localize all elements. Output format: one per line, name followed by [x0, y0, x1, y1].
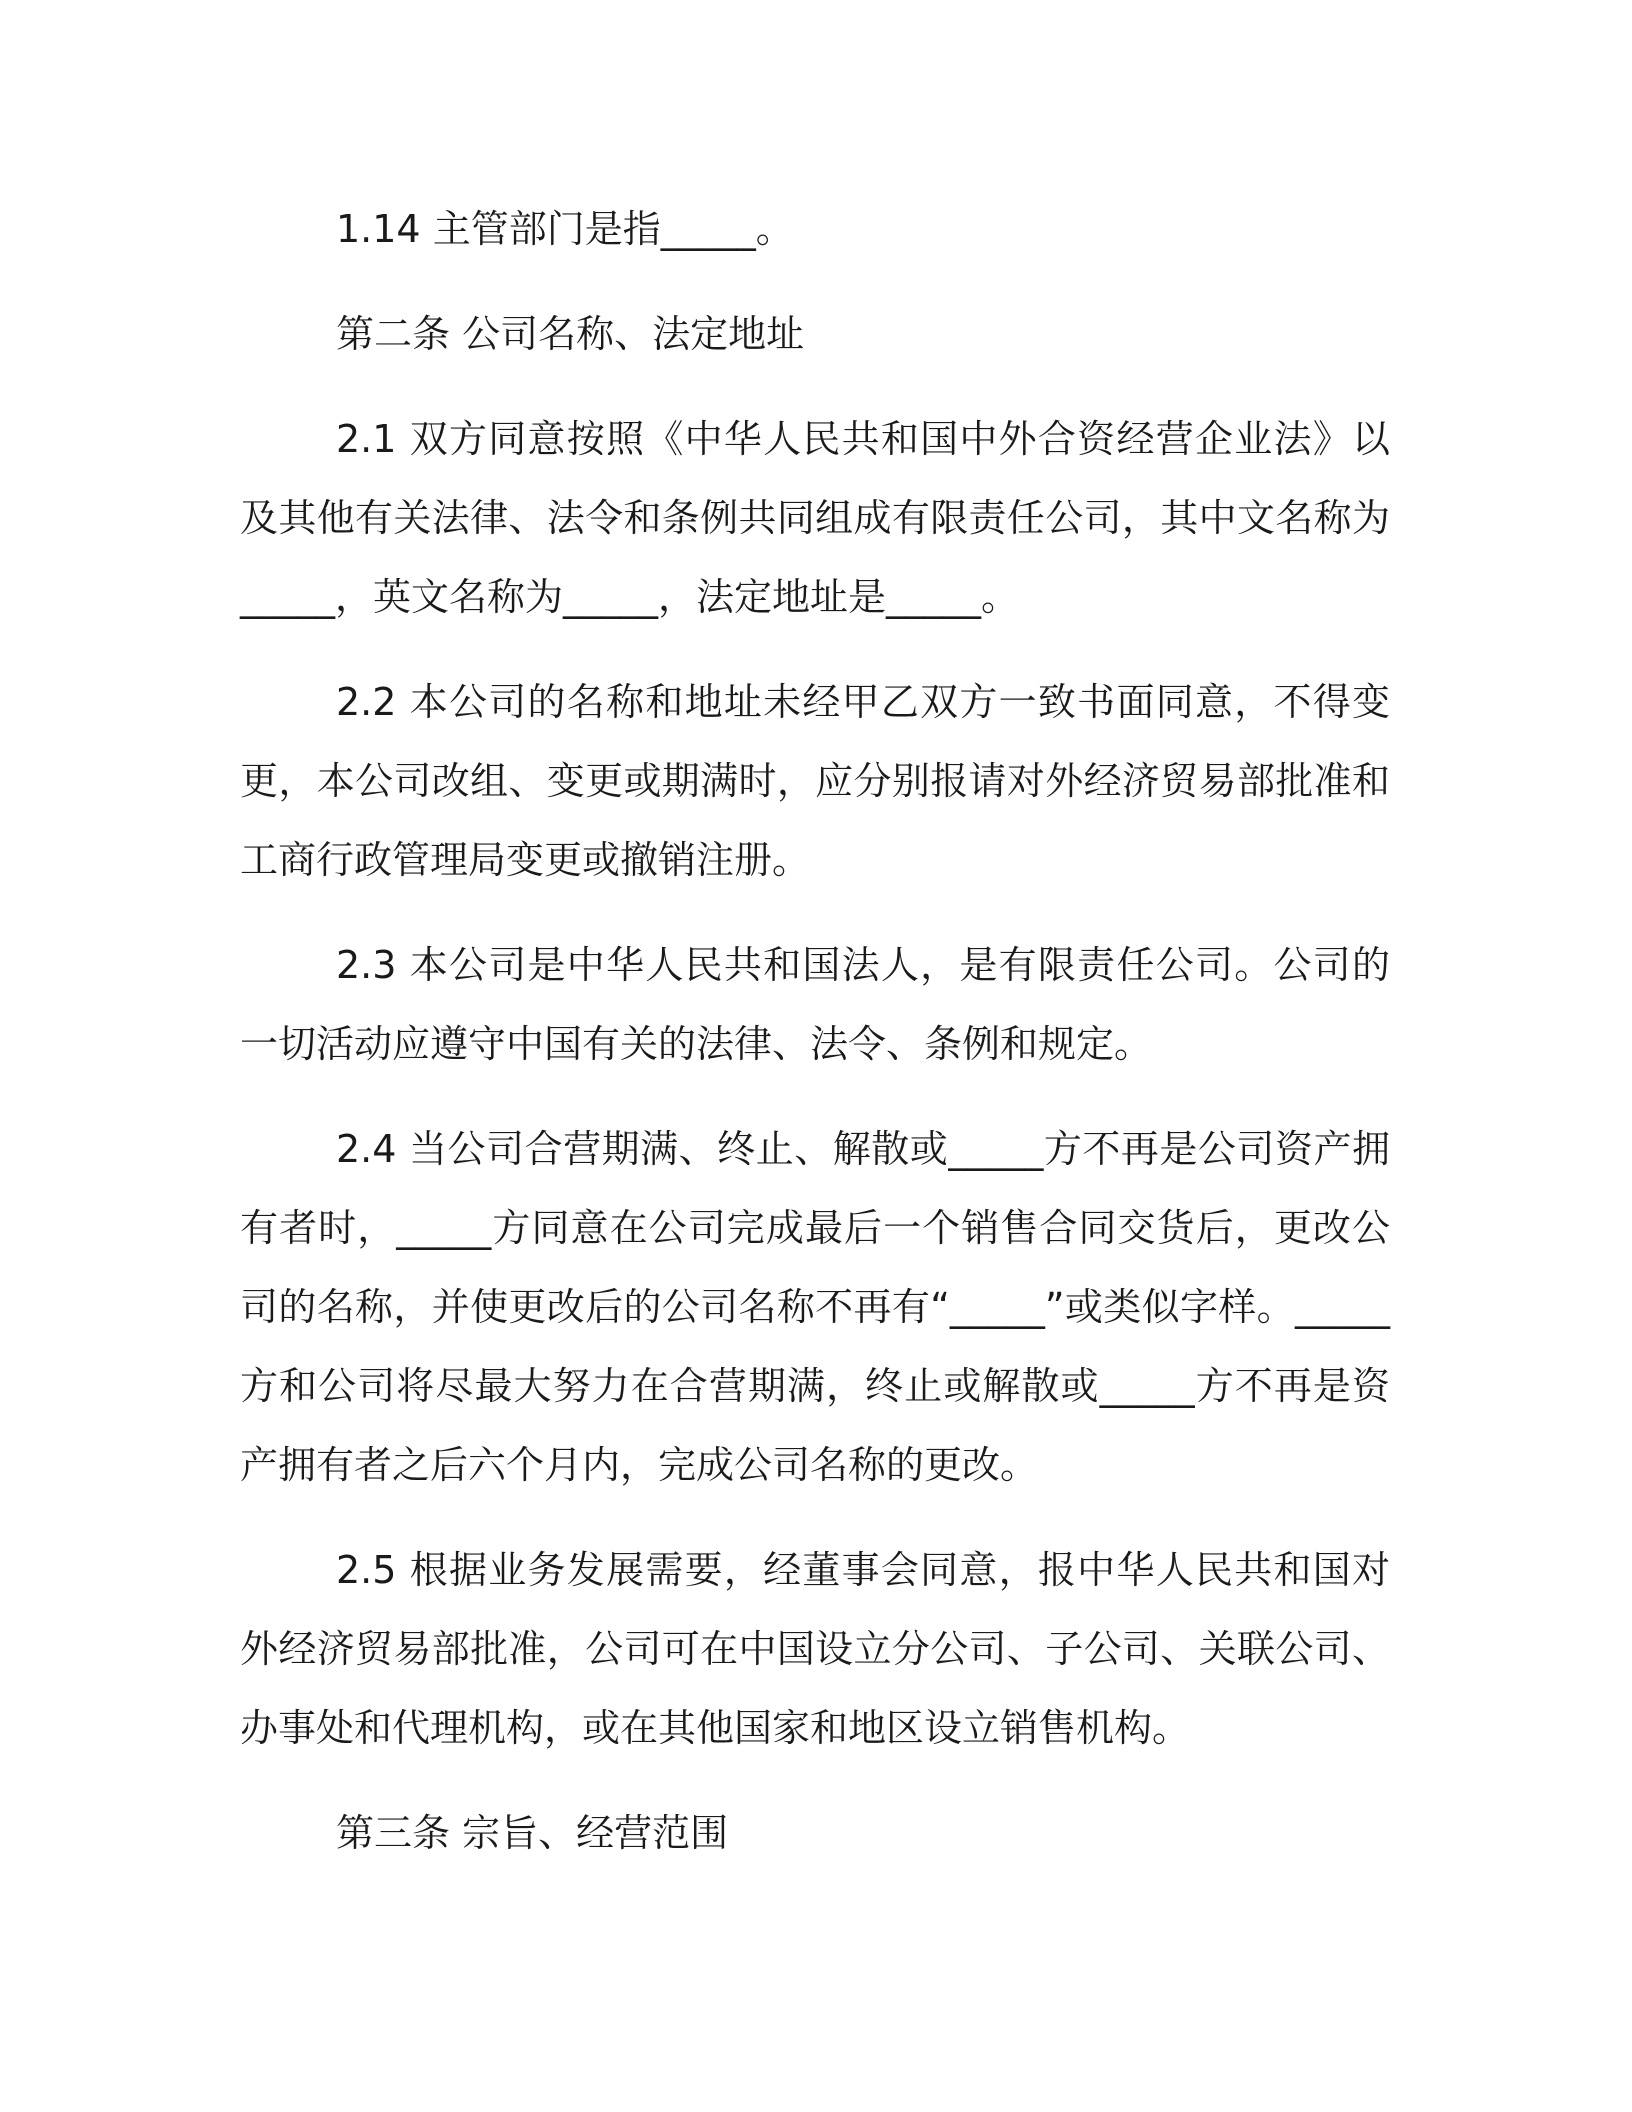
clause-1-14: 1.14 主管部门是指_____。 [336, 207, 794, 251]
article-2-heading: 第二条 公司名称、法定地址 [336, 312, 805, 356]
clause-2-4: 2.4 当公司合营期满、终止、解散或_____方不再是公司资产拥有者时，_____方同意在公司完成最后一个销售合同交货后，更改公司的名称，并使更改后的公司名称不再有“_____”或类似字样。_____方和公司将尽最大努力在合营期满，终止或解散或_____方不再是资产拥有者之后六个月内，完成公司名称的更改。 [240, 1127, 1390, 1487]
article-3-heading: 第三条 宗旨、经营范围 [336, 1811, 729, 1855]
clause-2-5: 2.5 根据业务发展需要，经董事会同意，报中华人民共和国对外经济贸易部批准，公司可在中国设立分公司、子公司、关联公司、办事处和代理机构，或在其他国家和地区设立销售机构。 [240, 1548, 1390, 1750]
document-page [240, 190, 1390, 1899]
clause-2-1: 2.1 双方同意按照《中华人民共和国中外合资经营企业法》以及其他有关法律、法令和条例共同组成有限责任公司，其中文名称为_____，英文名称为_____，法定地址是_____。 [240, 417, 1390, 619]
clause-2-2: 2.2 本公司的名称和地址未经甲乙双方一致书面同意，不得变更，本公司改组、变更或期满时，应分别报请对外经济贸易部批准和工商行政管理局变更或撤销注册。 [240, 680, 1390, 882]
clause-2-3: 2.3 本公司是中华人民共和国法人，是有限责任公司。公司的一切活动应遵守中国有关的法律、法令、条例和规定。 [240, 943, 1390, 1066]
